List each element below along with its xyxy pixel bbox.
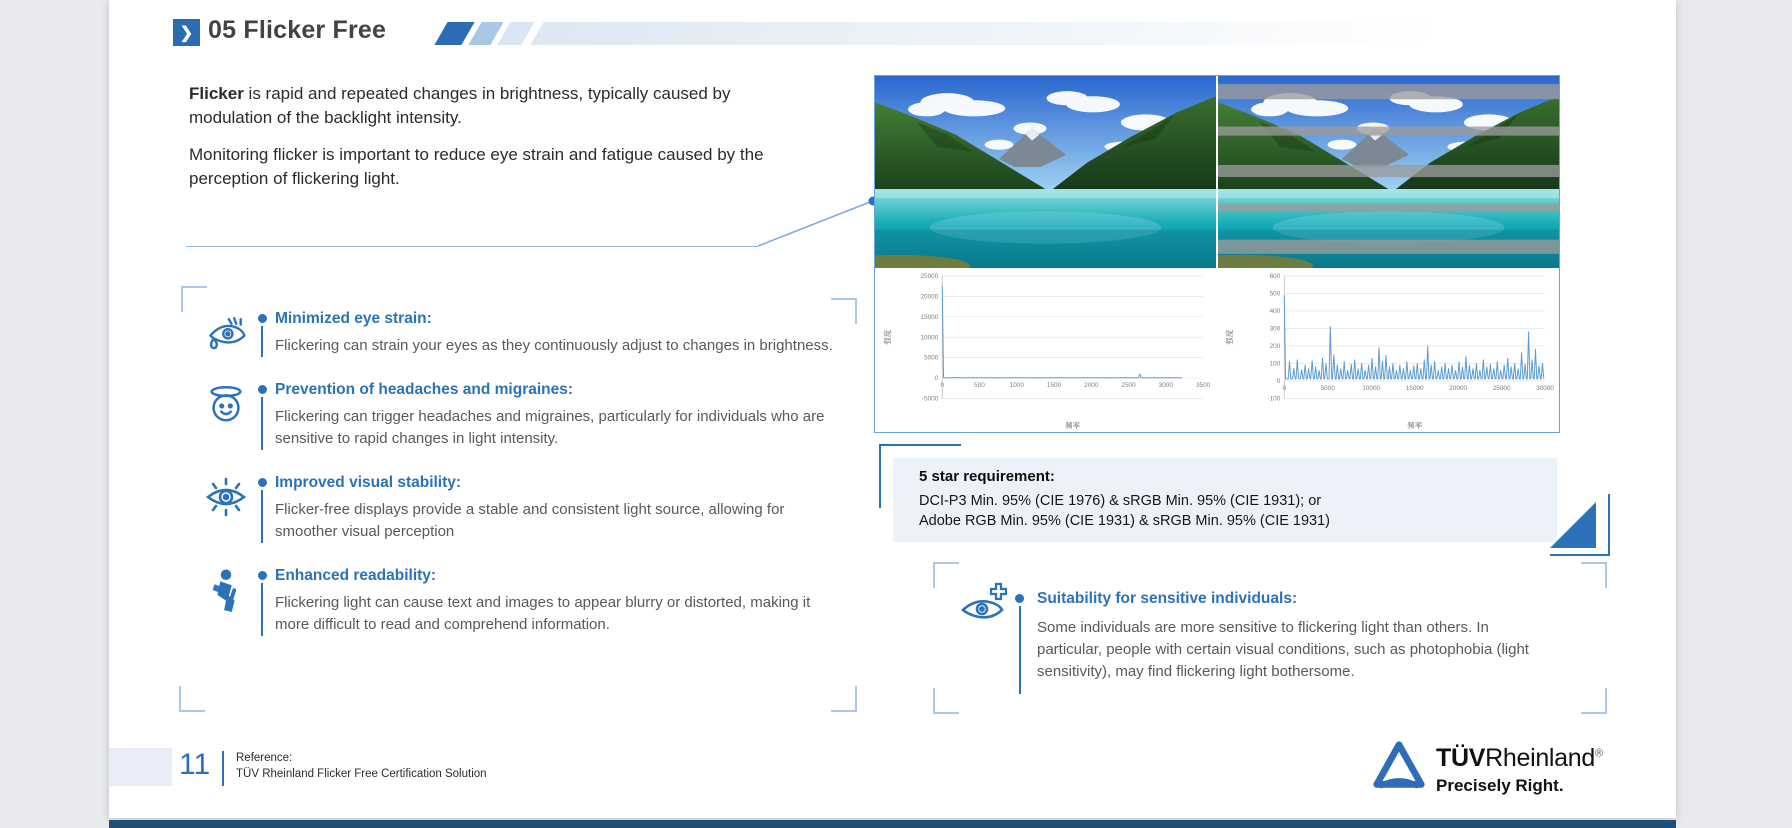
reference-text bbox=[236, 751, 487, 782]
benefit-body: Flicker-free displays provide a stable and consistent light source, allowing for smoother visual perception bbox=[275, 501, 785, 540]
triangle-corner-ornament bbox=[1550, 494, 1610, 556]
svg-text:5000: 5000 bbox=[1320, 384, 1335, 392]
svg-text:强度: 强度 bbox=[882, 329, 892, 345]
svg-text:400: 400 bbox=[1269, 308, 1281, 316]
page-title: 05 Flicker Free bbox=[208, 16, 387, 44]
corner-bracket bbox=[1581, 562, 1607, 588]
svg-text:0: 0 bbox=[1282, 384, 1287, 392]
header-stripe-decoration bbox=[530, 22, 1443, 45]
svg-text:3000: 3000 bbox=[1158, 381, 1173, 389]
bullet-marker bbox=[1015, 594, 1024, 694]
list-item-eye-strain bbox=[203, 310, 851, 357]
svg-text:1000: 1000 bbox=[1009, 381, 1024, 389]
logo-wordmark: TÜVRheinland® bbox=[1436, 744, 1603, 772]
svg-text:600: 600 bbox=[1269, 273, 1281, 281]
list-item-readability bbox=[203, 567, 851, 636]
flicker-comparison-panel bbox=[874, 75, 1560, 433]
next-page-edge bbox=[109, 820, 1676, 828]
slide-page bbox=[109, 0, 1676, 818]
requirement-line-1: DCI-P3 Min. 95% (CIE 1976) & sRGB Min. 95% (CIE 1931); or bbox=[919, 493, 1322, 509]
svg-text:频率: 频率 bbox=[1407, 421, 1423, 431]
benefit-title: Prevention of headaches and migraines: bbox=[275, 381, 574, 398]
svg-text:300: 300 bbox=[1269, 325, 1281, 333]
svg-text:200: 200 bbox=[1269, 343, 1281, 351]
eye-strain-icon bbox=[203, 310, 249, 357]
svg-text:25000: 25000 bbox=[1492, 384, 1511, 392]
corner-bracket bbox=[1581, 688, 1607, 714]
landscape-photo-flicker bbox=[1218, 76, 1559, 268]
svg-text:20000: 20000 bbox=[920, 293, 939, 301]
header-stripe-decoration bbox=[434, 22, 474, 45]
svg-text:100: 100 bbox=[1269, 360, 1281, 368]
benefit-body: Flickering can trigger headaches and migraines, particularly for individuals who are sensitive to rapid changes in light intensity. bbox=[275, 408, 825, 447]
bullet-marker bbox=[249, 381, 275, 450]
footer-accent-box bbox=[109, 748, 172, 786]
header-stripe-decoration bbox=[497, 22, 534, 45]
svg-text:-100: -100 bbox=[1267, 395, 1281, 403]
photo-row bbox=[875, 76, 1559, 268]
svg-text:强度: 强度 bbox=[1224, 329, 1234, 345]
intro-paragraph-1: Flicker is rapid and repeated changes in brightness, typically caused by modulation of the backlight intensity. bbox=[189, 84, 731, 127]
list-item-headaches bbox=[203, 381, 851, 450]
svg-text:10000: 10000 bbox=[920, 334, 939, 342]
svg-text:-5000: -5000 bbox=[921, 395, 939, 403]
bullet-marker bbox=[249, 310, 275, 357]
sensitivity-title: Suitability for sensitive individuals: bbox=[1037, 590, 1298, 607]
benefits-list bbox=[203, 310, 851, 660]
svg-text:15000: 15000 bbox=[1405, 384, 1424, 392]
intro-paragraph-2: Monitoring flicker is important to reduce eye strain and fatigue caused by the perception of flickering light. bbox=[189, 145, 764, 188]
flicker-chart-left bbox=[875, 268, 1217, 432]
requirement-title: 5 star requirement: bbox=[919, 468, 1055, 485]
callout-connector-line bbox=[758, 192, 882, 252]
svg-text:500: 500 bbox=[1269, 290, 1281, 298]
intro-divider-line bbox=[186, 246, 758, 247]
benefit-body: Flickering can strain your eyes as they continuously adjust to changes in brightness. bbox=[275, 337, 833, 354]
spectrum-charts-row bbox=[875, 268, 1559, 432]
corner-bracket bbox=[933, 562, 959, 588]
svg-text:频率: 频率 bbox=[1065, 421, 1081, 431]
benefit-title: Enhanced readability: bbox=[275, 567, 437, 584]
reference-value: TÜV Rheinland Flicker Free Certification Solution bbox=[236, 767, 487, 780]
svg-text:10000: 10000 bbox=[1362, 384, 1381, 392]
svg-text:25000: 25000 bbox=[920, 273, 939, 281]
eye-rays-icon bbox=[203, 474, 249, 543]
svg-text:1500: 1500 bbox=[1046, 381, 1062, 389]
person-reading-icon bbox=[203, 567, 249, 636]
reference-label: Reference: bbox=[236, 752, 293, 764]
corner-bracket bbox=[933, 688, 959, 714]
tuv-rheinland-logo bbox=[1370, 738, 1603, 796]
svg-text:2500: 2500 bbox=[1121, 381, 1136, 389]
footer-divider bbox=[222, 751, 224, 786]
svg-text:0: 0 bbox=[1276, 378, 1281, 386]
chevron-icon: ❯ bbox=[173, 19, 200, 46]
sensitivity-body: Some individuals are more sensitive to flickering light than others. In particular, people with certain visual conditions, such as photophobia (light sensitivity), may find flickering light bothersome. bbox=[1037, 619, 1529, 680]
svg-text:30000: 30000 bbox=[1536, 384, 1554, 392]
benefit-title: Improved visual stability: bbox=[275, 474, 462, 491]
corner-bracket bbox=[831, 686, 857, 712]
page-number: 11 bbox=[179, 748, 211, 781]
flicker-chart-right bbox=[1217, 268, 1559, 432]
benefit-title: Minimized eye strain: bbox=[275, 310, 432, 327]
svg-text:3500: 3500 bbox=[1195, 381, 1211, 389]
svg-text:20000: 20000 bbox=[1449, 384, 1468, 392]
requirement-box bbox=[893, 458, 1557, 542]
svg-text:2000: 2000 bbox=[1084, 381, 1099, 389]
tuv-triangle-icon bbox=[1370, 738, 1428, 796]
list-item-visual-stability bbox=[203, 474, 851, 543]
svg-text:5000: 5000 bbox=[924, 354, 939, 362]
benefit-body: Flickering light can cause text and images to appear blurry or distorted, making it more difficult to read and comprehend information. bbox=[275, 594, 811, 633]
requirement-line-2: Adobe RGB Min. 95% (CIE 1931) & sRGB Min. 95% (CIE 1931) bbox=[919, 513, 1331, 529]
landscape-photo-normal bbox=[875, 76, 1216, 268]
svg-text:15000: 15000 bbox=[920, 313, 939, 321]
svg-text:500: 500 bbox=[974, 381, 985, 389]
intro-text bbox=[189, 82, 794, 204]
eye-plus-icon bbox=[959, 580, 1011, 631]
svg-text:0: 0 bbox=[934, 375, 939, 383]
corner-bracket bbox=[179, 686, 205, 712]
bullet-marker bbox=[249, 567, 275, 636]
svg-text:0: 0 bbox=[940, 381, 945, 389]
corner-bracket bbox=[181, 286, 207, 312]
logo-tagline: Precisely Right. bbox=[1436, 776, 1564, 795]
smiley-face-icon bbox=[203, 381, 249, 450]
bullet-marker bbox=[249, 474, 275, 543]
